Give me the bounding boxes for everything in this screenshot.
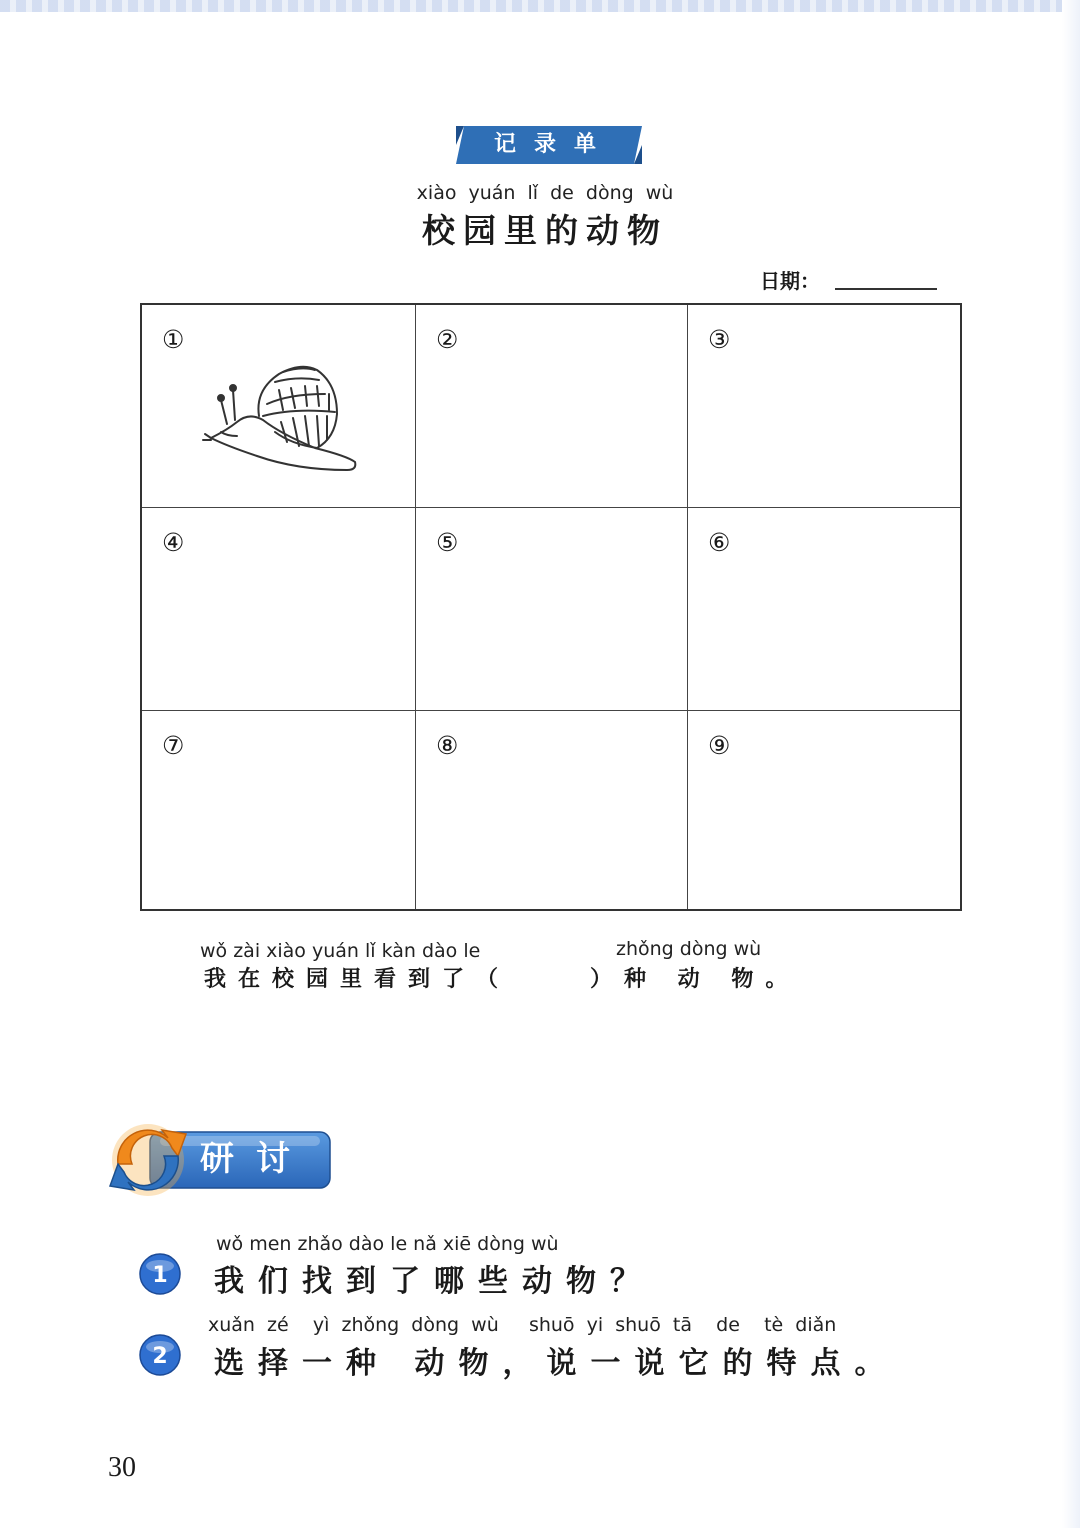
grid-cell-7[interactable]	[142, 711, 416, 909]
grid-cell-1[interactable]	[142, 305, 416, 508]
cell-number: ⑨	[708, 731, 731, 760]
cell-number: ⑦	[162, 731, 185, 760]
question-1-badge	[138, 1252, 182, 1296]
date-blank-line[interactable]	[835, 288, 937, 290]
cell-number: ⑧	[436, 731, 459, 760]
record-sheet-banner	[456, 126, 642, 164]
grid-cell-3[interactable]	[688, 305, 960, 508]
question-1-pinyin: wǒ men zhǎo dào le nǎ xiē dòng wù	[216, 1233, 559, 1255]
question-2-pinyin: xuǎn zé yì zhǒng dòng wù shuō yi shuō tā de tè diǎn	[208, 1314, 837, 1336]
question-1-number: 1	[152, 1263, 168, 1288]
page-right-edge	[1062, 0, 1080, 1528]
question-2-badge	[138, 1333, 182, 1377]
grid-cell-9[interactable]	[688, 711, 960, 909]
discussion-title: 研讨	[200, 1139, 312, 1179]
grid-cell-6[interactable]	[688, 508, 960, 711]
sentence-text-left: 我在校园里看到了（	[204, 966, 511, 992]
banner-label: 记录单	[493, 132, 614, 157]
sentence-text-right: ）种 动 物。	[590, 966, 800, 992]
grid-cell-2[interactable]	[416, 305, 688, 508]
cell-number: ②	[436, 325, 459, 354]
grid-cell-8[interactable]	[416, 711, 688, 909]
grid-cell-5[interactable]	[416, 508, 688, 711]
sentence-pinyin-left: wǒ zài xiào yuán lǐ kàn dào le	[200, 940, 481, 962]
cell-number: ①	[162, 325, 185, 354]
page-top-edge	[0, 0, 1080, 12]
question-2-number: 2	[152, 1344, 168, 1369]
sentence-pinyin-right: zhǒng dòng wù	[616, 938, 762, 960]
question-2-text: 选择一种 动物，说一说它的特点。	[214, 1346, 899, 1381]
title-pinyin: xiào yuán lǐ de dòng wù	[416, 182, 674, 204]
snail-icon	[197, 360, 357, 480]
question-1-text: 我们找到了哪些动物？	[214, 1264, 654, 1299]
grid-cell-4[interactable]	[142, 508, 416, 711]
discussion-header	[100, 1120, 340, 1200]
page-number: 30	[108, 1452, 136, 1483]
date-label: 日期：	[760, 269, 820, 293]
page-title: 校园里的动物	[422, 211, 668, 250]
refresh-arrows-icon	[102, 1120, 194, 1200]
cell-number: ③	[708, 325, 731, 354]
cell-number: ⑥	[708, 528, 731, 557]
animal-record-grid	[140, 303, 962, 911]
cell-number: ⑤	[436, 528, 459, 557]
cell-number: ④	[162, 528, 185, 557]
